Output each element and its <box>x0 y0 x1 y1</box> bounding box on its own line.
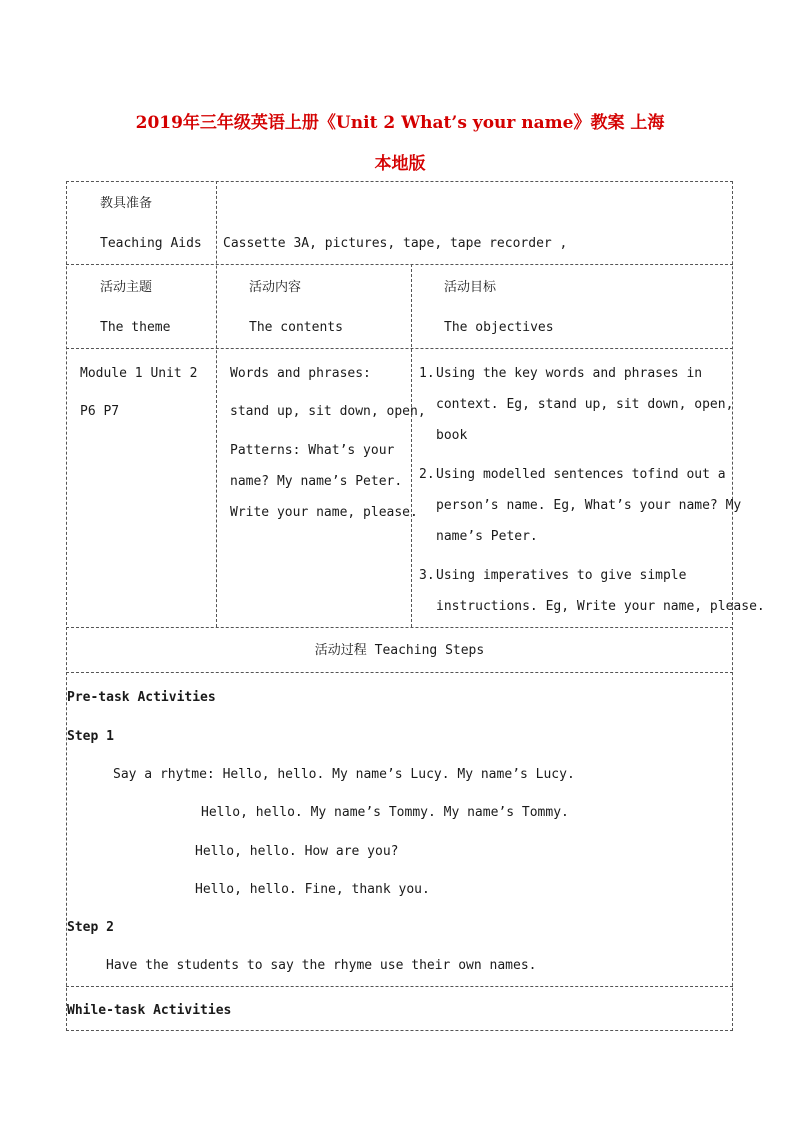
theme-header-cn: 活动主题 <box>100 280 153 295</box>
objective-1-line-3: book <box>436 428 468 443</box>
objective-2-line-1: Using modelled sentences tofind out a <box>436 467 726 482</box>
theme-header-en: The theme <box>100 320 171 335</box>
objective-3-line-1: Using imperatives to give simple <box>436 568 687 583</box>
contents-line-4: name? My name’s Peter. <box>230 474 403 489</box>
teaching-steps-header <box>66 643 733 659</box>
objective-3-line-2: instructions. Eg, Write your name, please. <box>436 599 765 614</box>
row-divider-5 <box>66 986 733 987</box>
theme-line-1: Module 1 Unit 2 <box>80 366 198 381</box>
whiletask-heading: While-task Activities <box>67 1003 232 1018</box>
objectives-header-cn: 活动目标 <box>444 280 497 295</box>
row-divider-1 <box>66 264 733 265</box>
rhyme-line-1: Say a rhytme: Hello, hello. My name’s Lucy. My name’s Lucy. <box>113 767 575 782</box>
contents-line-2: stand up, sit down, open, <box>230 404 426 419</box>
contents-header-en: The contents <box>249 320 343 335</box>
objectives-header-en: The objectives <box>444 320 554 335</box>
pretask-heading: Pre-task Activities <box>67 690 216 705</box>
title-line-1: 2019年三年级英语上册《Unit 2 What’s your name》教案 上海 <box>135 113 665 133</box>
objective-2-line-3: name’s Peter. <box>436 529 538 544</box>
rhyme-line-2: Hello, hello. My name’s Tommy. My name’s Tommy. <box>201 805 569 820</box>
contents-header-cn: 活动内容 <box>249 280 302 295</box>
rhyme-line-3: Hello, hello. How are you? <box>195 844 399 859</box>
aids-value: Cassette 3A, pictures, tape, tape recorder , <box>223 236 568 251</box>
column-divider-2 <box>411 264 412 627</box>
rhyme-line-4: Hello, hello. Fine, thank you. <box>195 882 430 897</box>
aids-label-en: Teaching Aids <box>100 236 202 251</box>
objective-1-line-2: context. Eg, stand up, sit down, open, <box>436 397 734 412</box>
step-1-label: Step 1 <box>67 729 114 744</box>
column-divider-1 <box>216 181 217 627</box>
objective-1-line-1: Using the key words and phrases in <box>436 366 703 381</box>
objective-1-number: 1. <box>419 366 435 381</box>
aids-label-cn: 教具准备 <box>100 196 153 211</box>
objective-3-number: 3. <box>419 568 435 583</box>
objective-2-number: 2. <box>419 467 435 482</box>
theme-line-2: P6 P7 <box>80 404 120 419</box>
contents-line-5: Write your name, please. <box>230 505 418 520</box>
row-divider-4 <box>66 672 733 673</box>
contents-line-3: Patterns: What’s your <box>230 443 395 458</box>
contents-line-1: Words and phrases: <box>230 366 371 381</box>
step-2-label: Step 2 <box>67 920 114 935</box>
step-2-text: Have the students to say the rhyme use their own names. <box>106 958 537 973</box>
objective-2-line-2: person’s name. Eg, What’s your name? My <box>436 498 742 513</box>
teaching-steps-header-text: 活动过程 Teaching Steps <box>314 643 485 658</box>
title-line-2: 本地版 <box>374 154 426 174</box>
row-divider-2 <box>66 348 733 349</box>
row-divider-3 <box>66 627 733 628</box>
